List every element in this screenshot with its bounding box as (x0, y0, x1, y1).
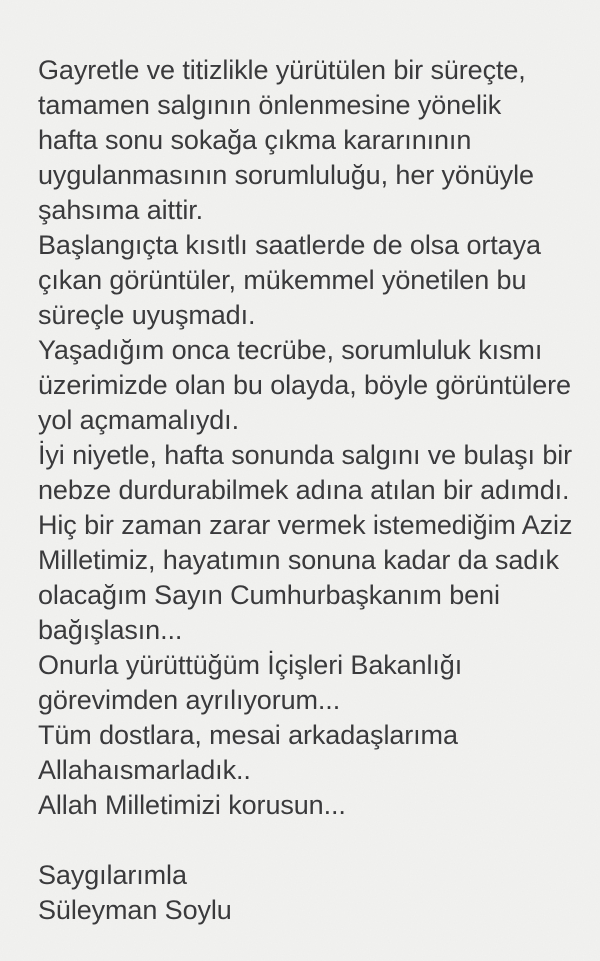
text-line: Allahaısmarladık.. (38, 755, 251, 785)
text-line: Tüm dostlara, mesai arkadaşlarıma (38, 720, 458, 750)
text-line: çıkan görüntüler, mükemmel yönetilen bu (38, 265, 527, 295)
text-line: Gayretle ve titizlikle yürütülen bir süreçte, (38, 55, 526, 85)
text-line: nebze durdurabilmek adına atılan bir adımdı. (38, 475, 570, 505)
text-line: hafta sonu sokağa çıkma kararınının (38, 125, 472, 155)
text-line: Onurla yürüttüğüm İçişleri Bakanlığı (38, 650, 463, 680)
statement-text (38, 53, 580, 928)
text-line: süreçle uyuşmadı. (38, 300, 256, 330)
text-line: Allah Milletimizi korusun... (38, 790, 346, 820)
text-line: bağışlasın... (38, 615, 183, 645)
text-line: Yaşadığım onca tecrübe, sorumluluk kısmı (38, 335, 543, 365)
text-line: Saygılarımla (38, 860, 187, 890)
text-line: Milletimiz, hayatımın sonuna kadar da sadık (38, 545, 559, 575)
text-line: yol açmamalıydı. (38, 405, 239, 435)
text-line: görevimden ayrılıyorum... (38, 685, 341, 715)
text-line: Başlangıçta kısıtlı saatlerde de olsa ortaya (38, 230, 541, 260)
text-line: uygulanmasının sorumluluğu, her yönüyle (38, 160, 534, 190)
text-line: tamamen salgının önlenmesine yönelik (38, 90, 502, 120)
text-line: üzerimizde olan bu olayda, böyle görüntülere (38, 370, 571, 400)
text-line: Hiç bir zaman zarar vermek istemediğim Aziz (38, 510, 573, 540)
text-line: Süleyman Soylu (38, 895, 232, 925)
text-line (38, 823, 580, 858)
text-line: şahsıma aittir. (38, 195, 204, 225)
text-line: İyi niyetle, hafta sonunda salgını ve bulaşı bir (38, 440, 573, 470)
text-line: olacağım Sayın Cumhurbaşkanım beni (38, 580, 500, 610)
